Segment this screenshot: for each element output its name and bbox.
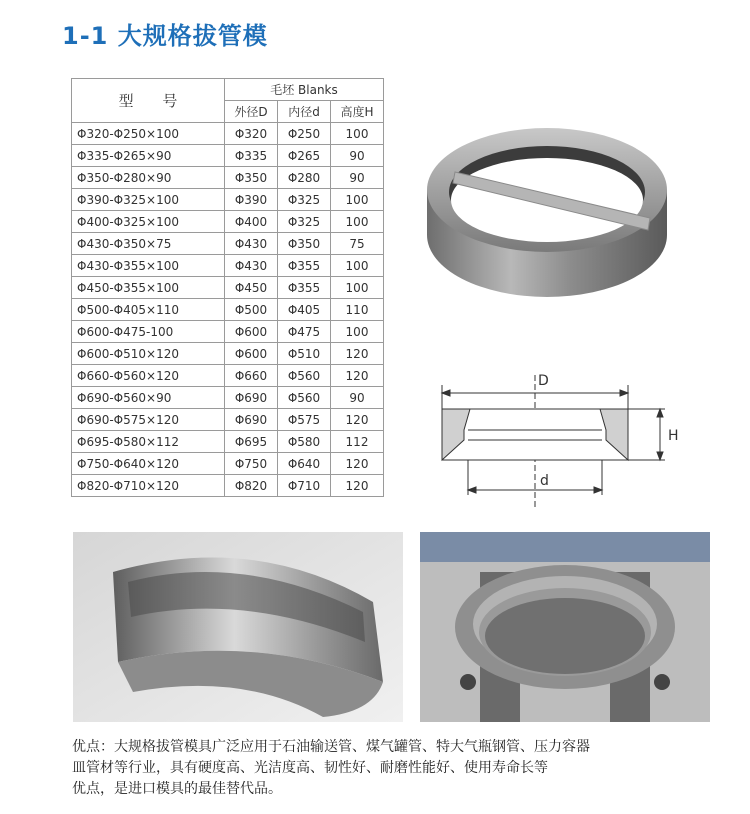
cell-height: 100 — [331, 123, 384, 145]
cell-inner-diameter: Φ710 — [278, 475, 331, 497]
label-outer-diameter: D — [538, 373, 549, 389]
ring-photo-on-cart — [420, 532, 710, 722]
cell-inner-diameter: Φ560 — [278, 365, 331, 387]
table-row — [72, 123, 384, 145]
cell-model: Φ400-Φ325×100 — [72, 211, 225, 233]
table-row — [72, 321, 384, 343]
column-header-blanks: 毛坯 Blanks — [225, 79, 384, 101]
cell-inner-diameter: Φ580 — [278, 431, 331, 453]
table-row — [72, 453, 384, 475]
cell-height: 90 — [331, 167, 384, 189]
cell-inner-diameter: Φ350 — [278, 233, 331, 255]
cell-height: 90 — [331, 387, 384, 409]
ring-on-cart-image — [420, 532, 710, 722]
table-header-row-1 — [72, 79, 384, 101]
cell-height: 100 — [331, 321, 384, 343]
label-inner-diameter: d — [540, 473, 549, 489]
ring-closeup-image — [73, 532, 403, 722]
table-row — [72, 387, 384, 409]
cell-inner-diameter: Φ265 — [278, 145, 331, 167]
cell-height: 120 — [331, 453, 384, 475]
advantages-text: 优点：大规格拔管模具广泛应用于石油输送管、煤气罐管、特大气瓶钢管、压力容器 皿管材等行业，具有硬度高、光洁度高、韧性好、耐磨性能好、使用寿命长等 优点，是进口模具的最佳替代品。 — [72, 739, 590, 797]
cell-outer-diameter: Φ430 — [225, 233, 278, 255]
table-body — [72, 123, 384, 497]
cell-outer-diameter: Φ320 — [225, 123, 278, 145]
cell-height: 75 — [331, 233, 384, 255]
cell-outer-diameter: Φ820 — [225, 475, 278, 497]
column-header-outer-diameter: 外径D — [225, 101, 278, 123]
ring-photo-top — [405, 80, 690, 315]
cell-outer-diameter: Φ750 — [225, 453, 278, 475]
cell-outer-diameter: Φ390 — [225, 189, 278, 211]
column-header-height: 高度H — [331, 101, 384, 123]
cell-outer-diameter: Φ400 — [225, 211, 278, 233]
cell-inner-diameter: Φ560 — [278, 387, 331, 409]
cell-inner-diameter: Φ475 — [278, 321, 331, 343]
cell-outer-diameter: Φ500 — [225, 299, 278, 321]
cell-height: 100 — [331, 211, 384, 233]
cell-height: 90 — [331, 145, 384, 167]
cell-height: 100 — [331, 277, 384, 299]
cell-height: 120 — [331, 343, 384, 365]
cell-model: Φ430-Φ350×75 — [72, 233, 225, 255]
specification-table — [71, 78, 384, 497]
ring-with-band-image — [405, 80, 690, 315]
cell-height: 112 — [331, 431, 384, 453]
table-row — [72, 409, 384, 431]
cell-model: Φ500-Φ405×110 — [72, 299, 225, 321]
table-row — [72, 211, 384, 233]
cell-model: Φ450-Φ355×100 — [72, 277, 225, 299]
cell-model: Φ600-Φ475-100 — [72, 321, 225, 343]
cell-outer-diameter: Φ600 — [225, 343, 278, 365]
cell-model: Φ320-Φ250×100 — [72, 123, 225, 145]
table-row — [72, 299, 384, 321]
cell-outer-diameter: Φ690 — [225, 409, 278, 431]
cell-inner-diameter: Φ250 — [278, 123, 331, 145]
cell-inner-diameter: Φ325 — [278, 211, 331, 233]
cell-outer-diameter: Φ690 — [225, 387, 278, 409]
table-row — [72, 365, 384, 387]
cell-inner-diameter: Φ405 — [278, 299, 331, 321]
cell-outer-diameter: Φ660 — [225, 365, 278, 387]
dimension-diagram — [420, 345, 700, 520]
cell-inner-diameter: Φ640 — [278, 453, 331, 475]
table-row — [72, 431, 384, 453]
cell-height: 120 — [331, 365, 384, 387]
cell-inner-diameter: Φ575 — [278, 409, 331, 431]
table-row — [72, 167, 384, 189]
cell-height: 120 — [331, 475, 384, 497]
cross-section-drawing — [420, 345, 700, 520]
cell-outer-diameter: Φ695 — [225, 431, 278, 453]
table-row — [72, 475, 384, 497]
cell-model: Φ690-Φ575×120 — [72, 409, 225, 431]
cell-outer-diameter: Φ450 — [225, 277, 278, 299]
table-row — [72, 233, 384, 255]
cell-height: 100 — [331, 255, 384, 277]
cell-height: 100 — [331, 189, 384, 211]
cell-height: 110 — [331, 299, 384, 321]
ring-photo-closeup — [73, 532, 403, 722]
cell-inner-diameter: Φ510 — [278, 343, 331, 365]
cell-inner-diameter: Φ355 — [278, 255, 331, 277]
cell-model: Φ600-Φ510×120 — [72, 343, 225, 365]
cell-outer-diameter: Φ350 — [225, 167, 278, 189]
cell-model: Φ350-Φ280×90 — [72, 167, 225, 189]
table-row — [72, 145, 384, 167]
cell-outer-diameter: Φ335 — [225, 145, 278, 167]
table-row — [72, 189, 384, 211]
cell-model: Φ390-Φ325×100 — [72, 189, 225, 211]
page-title: 1-1 大规格拔管模 — [62, 22, 268, 50]
cell-model: Φ820-Φ710×120 — [72, 475, 225, 497]
label-height: H — [668, 428, 679, 444]
cell-inner-diameter: Φ325 — [278, 189, 331, 211]
cell-model: Φ750-Φ640×120 — [72, 453, 225, 475]
cell-model: Φ690-Φ560×90 — [72, 387, 225, 409]
cell-model: Φ335-Φ265×90 — [72, 145, 225, 167]
table-row — [72, 255, 384, 277]
cell-model: Φ660-Φ560×120 — [72, 365, 225, 387]
cell-outer-diameter: Φ600 — [225, 321, 278, 343]
cell-model: Φ430-Φ355×100 — [72, 255, 225, 277]
column-header-inner-diameter: 内径d — [278, 101, 331, 123]
table-row — [72, 277, 384, 299]
cell-outer-diameter: Φ430 — [225, 255, 278, 277]
cell-inner-diameter: Φ355 — [278, 277, 331, 299]
table-row — [72, 343, 384, 365]
column-header-model: 型 号 — [72, 79, 225, 123]
cell-height: 120 — [331, 409, 384, 431]
cell-inner-diameter: Φ280 — [278, 167, 331, 189]
cell-model: Φ695-Φ580×112 — [72, 431, 225, 453]
